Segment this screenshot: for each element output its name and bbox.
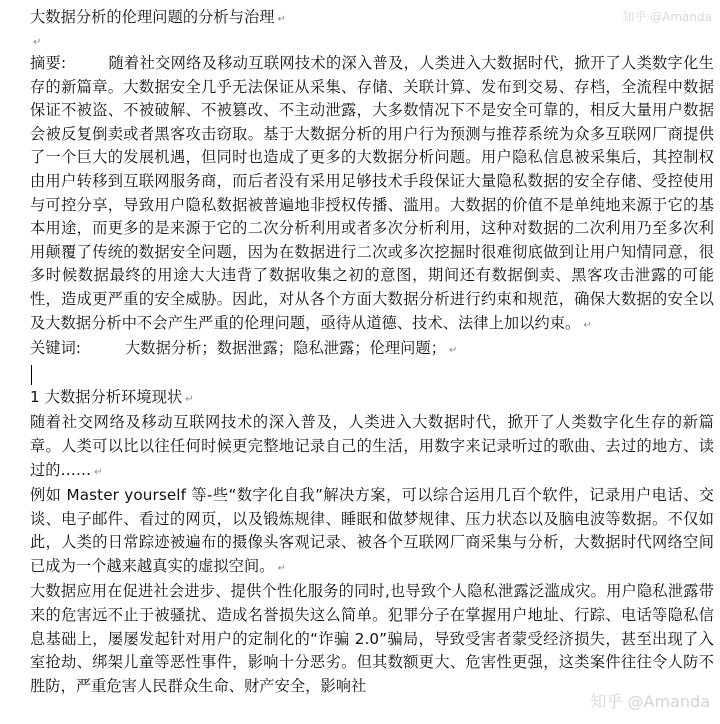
keywords-value: 大数据分析；数据泄露；隐私泄露；伦理问题； xyxy=(125,339,447,358)
watermark-bottom: 知乎 @Amanda xyxy=(590,692,710,711)
section-1-paragraph-2[interactable] xyxy=(30,484,714,580)
section-1-paragraph-3[interactable] xyxy=(30,580,714,698)
abstract-text: 随着社交网络及移动互联网技术的深入普及，人类进入大数据时代，掀开了人类数字化生存的新篇章。大数据安全几乎无法保证从采集、存储、关联计算、发布到交易、存档，全流程中数据保证不被盗、不被破解、不被篡改、不主动泄露，大多数情况下不是安全可靠的，相反大量用户数据会被反复倒卖或者黑客攻击窃取。基于大数据分析的用户行为预测与推荐系统为众多互联网厂商提供了一个巨大的发展机遇，但同时也造成了更多的大数据分析问题。用户隐私信息被采集后，其控制权由用户转移到互联网服务商，而后者没有采用足够技术手段保证大量隐私数据的安全存储、受控使用与可控分享，导致用户隐私数据被普遍地非授权传播、滥用。大数据的价值不是单纯地来源于它的基本用途，而更多的是来源于它的二次分析利用或者多次分析利用，这种对数据的二次利用乃至多次利用颠覆了传统的数据安全问题，因为在数据进行二次或多次挖掘时很难彻底做到让用户知情同意，很多时候数据最终的用途大大违背了数据收集之初的意图，期间还有数据倒卖、黑客攻击泄露的可能性，造成更严重的安全威胁。因此，对从各个方面大数据分析进行约束和规范，确保大数据的安全以及大数据分析中不会产生严重的伦理问题，亟待从道德、技术、法律上加以约束。 xyxy=(30,54,714,332)
abstract-label: 摘要: xyxy=(30,54,67,72)
blank-line xyxy=(30,29,714,52)
watermark-top: 知乎 @Amanda xyxy=(622,10,712,24)
abstract-paragraph[interactable] xyxy=(30,52,714,337)
section-1-heading[interactable] xyxy=(30,386,714,412)
paragraph-mark-icon: ↵ xyxy=(583,319,592,331)
keywords-label: 关键词: xyxy=(30,339,82,358)
paragraph-mark-icon: ↵ xyxy=(94,466,103,478)
section-1-paragraph-3-text: 大数据应用在促进社会进步、提供个性化服务的同时,也导致个人隐私泄露泛滥成灾。用户隐私泄露带来的危害远不止于被骚扰、造成名誉损失这么简单。犯罪分子在掌握用户地址、行踪、电话等隐私信息基础上，屡屡发起针对用户的定制化的“诈骗 2.0”骗局，导致受害者蒙受经济损失，甚至出现了入室抢劫、绑架儿童等恶性事件，影响十分恶劣。但其数额更大、危害性更强，这类案件往往令人防不胜防，严重危害人民群众生命、财产安全，影响社 xyxy=(30,582,714,695)
paragraph-mark-icon: ↵ xyxy=(33,37,42,48)
empty-line-with-cursor[interactable] xyxy=(30,363,714,386)
paragraph-mark-icon: ↵ xyxy=(449,345,458,357)
paragraph-mark-icon: ↵ xyxy=(277,562,287,574)
section-1-heading-text: 1 大数据分析环境现状 xyxy=(30,387,183,406)
document-title[interactable]: 大数据分析的伦理问题的分析与治理 xyxy=(30,8,275,26)
section-1-paragraph-2-text: 例如 Master yourself 等-些“数字化自我”解决方案，可以综合运用几百个软件，记录用户电话、交谈、电子邮件、看过的网页，以及锻炼规律、睡眠和做梦规律、压力状态以及脑电波等数据。不仅如此，人类的日常踪迹被遍布的摄像头客观记录、被各个互联网厂商采集与分析，大数据时代网络空间已成为一个越来越真实的虚拟空间。 xyxy=(30,486,714,575)
keywords-paragraph[interactable] xyxy=(30,337,714,363)
section-1-paragraph-1-text: 随着社交网络及移动互联网技术的深入普及，人类进入大数据时代，掀开了人类数字化生存的新篇章。人类可以比以往任何时候更完整地记录自己的生活，用数字来记录听过的歌曲、去过的地方、读过的…… xyxy=(30,413,714,479)
document-title-line xyxy=(30,6,714,29)
section-1-paragraph-1[interactable] xyxy=(30,411,714,484)
paragraph-mark-icon: ↵ xyxy=(277,14,287,25)
paragraph-mark-icon: ↵ xyxy=(185,393,194,405)
text-cursor xyxy=(31,365,32,385)
